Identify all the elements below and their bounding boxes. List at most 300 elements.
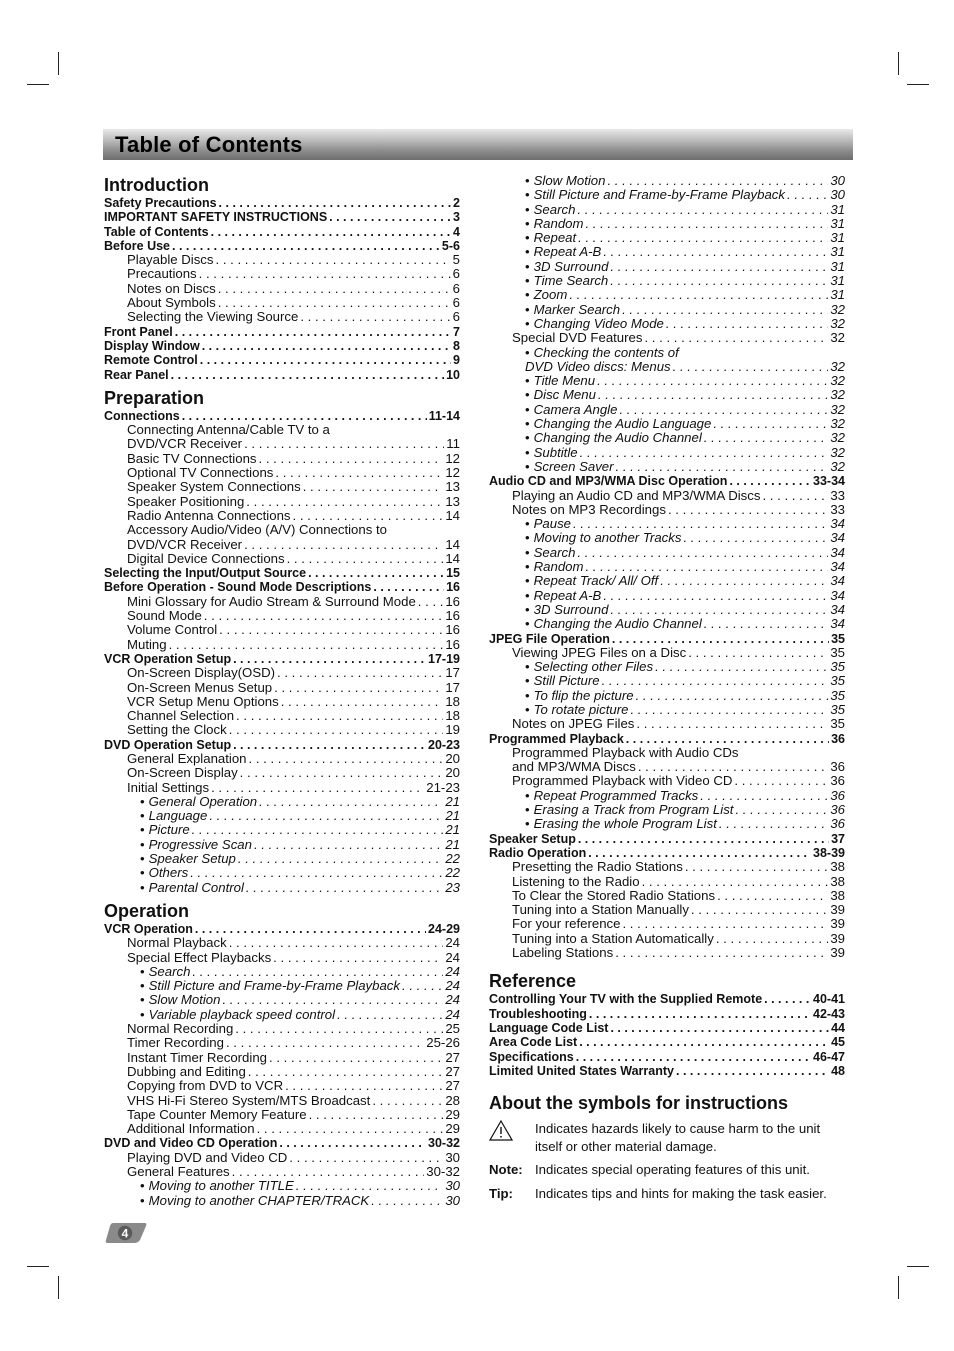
toc-entry[interactable]	[104, 609, 460, 623]
toc-entry[interactable]	[489, 875, 845, 889]
toc-entry[interactable]	[489, 489, 845, 503]
toc-entry[interactable]	[104, 210, 460, 224]
toc-page-number: 14	[445, 507, 460, 523]
toc-entry[interactable]	[104, 1165, 460, 1179]
toc-entry-title	[127, 709, 234, 723]
toc-page-number: 16	[445, 622, 460, 638]
toc-page-number: 24	[445, 963, 460, 979]
dot-leader	[585, 560, 828, 574]
toc-page-number: 29	[445, 1106, 460, 1122]
toc-entry[interactable]	[104, 1094, 460, 1108]
toc-entry-text: General Features	[127, 1164, 230, 1179]
toc-entry-text: Moving to another Tracks	[533, 530, 682, 546]
toc-entry[interactable]	[104, 1022, 460, 1036]
toc-page-number: 27	[445, 1049, 460, 1065]
toc-entry[interactable]	[489, 317, 845, 331]
bullet-icon: •	[525, 230, 530, 246]
toc-entry[interactable]	[489, 603, 845, 617]
toc-entry[interactable]	[489, 360, 845, 374]
toc-entry[interactable]	[489, 889, 845, 903]
toc-page-number: 21	[445, 793, 460, 809]
toc-entry[interactable]	[104, 695, 460, 709]
toc-page-number: 16	[445, 593, 460, 609]
toc-entry[interactable]	[104, 1151, 460, 1165]
toc-entry-title	[127, 666, 275, 680]
toc-page-number: 32	[830, 358, 845, 374]
toc-entry-title	[525, 245, 601, 259]
toc-entry-title	[127, 781, 209, 795]
toc-entry[interactable]	[104, 267, 460, 281]
toc-section-heading: Operation	[104, 900, 190, 921]
toc-page-number: 31	[830, 287, 845, 303]
toc-entry-text: Parental Control	[148, 879, 244, 895]
toc-page-number: 35	[830, 659, 845, 675]
toc-entry-text: To flip the picture	[533, 687, 634, 703]
bullet-icon: •	[525, 273, 530, 289]
toc-entry[interactable]	[489, 460, 845, 474]
dot-leader	[612, 632, 829, 646]
toc-entry[interactable]	[104, 523, 460, 537]
dot-leader	[277, 666, 443, 680]
dot-leader	[269, 1051, 443, 1065]
toc-entry[interactable]	[104, 709, 460, 723]
dot-leader	[171, 368, 444, 382]
dot-leader	[673, 360, 829, 374]
toc-entry[interactable]	[104, 452, 460, 466]
symbol-item	[489, 1120, 845, 1155]
dot-leader	[218, 296, 451, 310]
toc-entry[interactable]	[489, 917, 845, 931]
toc-entry-title	[512, 860, 683, 874]
toc-entry[interactable]	[104, 437, 460, 451]
toc-page-number: 32	[830, 430, 845, 446]
toc-entry[interactable]	[489, 817, 845, 831]
toc-entry-title	[104, 566, 306, 580]
toc-entry[interactable]	[489, 374, 845, 388]
toc-entry-title	[140, 993, 220, 1007]
toc-page-number: 30	[445, 1178, 460, 1194]
toc-entry-title	[512, 331, 642, 345]
toc-entry[interactable]	[104, 353, 460, 367]
toc-entry-title	[127, 310, 298, 324]
toc-entry-title	[489, 1050, 574, 1064]
toc-entry[interactable]	[489, 1035, 845, 1049]
toc-entry[interactable]	[104, 1179, 460, 1193]
toc-page-number: 14	[445, 550, 460, 566]
toc-entry-text: Muting	[127, 636, 167, 652]
toc-entry[interactable]	[104, 423, 460, 437]
toc-page-number: 33-34	[813, 474, 845, 489]
toc-entry-text: Tuning into a Station Manually	[512, 902, 689, 918]
toc-entry[interactable]	[104, 253, 460, 267]
toc-entry-text: Search	[148, 963, 191, 979]
toc-entry[interactable]	[489, 531, 845, 545]
dot-leader	[296, 1179, 444, 1193]
toc-entry[interactable]	[104, 979, 460, 993]
toc-entry[interactable]	[104, 652, 460, 666]
toc-entry[interactable]	[489, 617, 845, 631]
toc-page-number: 31	[830, 258, 845, 274]
crop-mark	[898, 52, 899, 75]
toc-entry[interactable]	[489, 660, 845, 674]
toc-entry-text: Changing Video Mode	[533, 315, 664, 331]
toc-page-number: 37	[831, 831, 845, 846]
toc-entry-text: 3D Surround	[533, 258, 609, 274]
dot-leader	[337, 1008, 443, 1022]
toc-entry[interactable]	[104, 552, 460, 566]
toc-entry[interactable]	[489, 646, 845, 660]
toc-page-number: 24	[445, 978, 460, 994]
toc-entry[interactable]	[104, 1079, 460, 1093]
dot-leader	[636, 717, 828, 731]
toc-entry[interactable]	[104, 310, 460, 324]
toc-entry[interactable]	[104, 325, 460, 339]
toc-entry-title	[489, 846, 586, 860]
toc-entry-title	[127, 595, 416, 609]
toc-entry[interactable]	[489, 1021, 845, 1035]
toc-entry-text: Channel Selection	[127, 708, 235, 724]
dot-leader	[232, 1165, 425, 1179]
toc-entry[interactable]	[104, 738, 460, 752]
toc-entry[interactable]	[489, 732, 845, 746]
toc-page-number: 25-26	[426, 1035, 460, 1051]
dot-leader	[219, 196, 452, 210]
toc-entry[interactable]	[104, 781, 460, 795]
toc-entry[interactable]	[489, 860, 845, 874]
toc-entry[interactable]	[489, 417, 845, 431]
toc-entry[interactable]	[104, 965, 460, 979]
toc-page-number: 36	[831, 731, 845, 746]
dot-leader	[300, 310, 450, 324]
toc-entry-title	[127, 681, 272, 695]
dot-leader	[589, 1007, 811, 1021]
toc-entry-title	[512, 889, 715, 903]
toc-entry[interactable]	[104, 1108, 460, 1122]
toc-entry[interactable]	[104, 595, 460, 609]
toc-entry[interactable]	[104, 922, 460, 936]
bullet-icon: •	[525, 687, 530, 703]
toc-entry[interactable]	[489, 431, 845, 445]
toc-page-number: 42-43	[813, 1006, 845, 1021]
toc-entry[interactable]	[104, 1051, 460, 1065]
toc-entry[interactable]	[104, 993, 460, 1007]
toc-page-number: 32	[830, 315, 845, 331]
toc-page-number: 33	[830, 501, 845, 517]
toc-page-number: 14	[445, 536, 460, 552]
toc-entry[interactable]	[104, 566, 460, 580]
toc-entry[interactable]	[104, 282, 460, 296]
toc-entry-title	[512, 717, 634, 731]
toc-entry-text: Audio CD and MP3/WMA Disc Operation	[489, 474, 728, 489]
toc-entry[interactable]	[489, 932, 845, 946]
toc-entry[interactable]	[489, 245, 845, 259]
toc-entry[interactable]	[104, 466, 460, 480]
toc-entry[interactable]	[104, 936, 460, 950]
toc-page-number: 35	[831, 631, 845, 646]
toc-page-number: 30-32	[426, 1164, 460, 1179]
symbol-description: Indicates special operating features of this unit.	[535, 1162, 810, 1178]
toc-entry[interactable]	[104, 1194, 460, 1208]
toc-page-number: 32	[830, 330, 845, 346]
toc-entry-title	[525, 303, 620, 317]
toc-entry[interactable]	[489, 746, 845, 760]
toc-entry-text: Normal Playback	[127, 935, 227, 951]
toc-entry[interactable]	[104, 1136, 460, 1150]
toc-entry-text: Erasing a Track from Program List	[533, 802, 734, 818]
toc-entry[interactable]	[489, 1050, 845, 1064]
toc-entry[interactable]	[489, 217, 845, 231]
toc-entry-title	[127, 695, 279, 709]
toc-entry[interactable]	[489, 1064, 845, 1078]
dot-leader	[279, 1136, 426, 1150]
dot-leader	[248, 1065, 444, 1079]
dot-leader	[202, 339, 451, 353]
toc-page-number: 27	[445, 1063, 460, 1079]
toc-entry[interactable]	[489, 946, 845, 960]
toc-entry[interactable]	[489, 803, 845, 817]
dot-leader	[622, 303, 828, 317]
dot-leader	[638, 760, 828, 774]
toc-entry[interactable]	[489, 560, 845, 574]
dot-leader	[182, 409, 427, 423]
toc-page-number: 24	[445, 935, 460, 951]
toc-entry[interactable]	[489, 717, 845, 731]
toc-entry-title	[127, 723, 227, 737]
toc-page-number: 45	[831, 1035, 845, 1050]
toc-entry[interactable]	[489, 703, 845, 717]
toc-entry[interactable]	[489, 188, 845, 202]
dot-leader	[716, 932, 828, 946]
toc-entry[interactable]	[489, 474, 845, 488]
dot-leader	[229, 936, 444, 950]
dot-leader	[655, 660, 828, 674]
toc-entry-text: Checking the contents of	[533, 344, 679, 360]
toc-page-number: 31	[830, 244, 845, 260]
toc-page-number: 17-19	[428, 651, 460, 666]
toc-entry-title	[525, 346, 679, 360]
toc-entry[interactable]	[104, 681, 460, 695]
toc-entry[interactable]	[489, 174, 845, 188]
toc-page-number: 16	[445, 608, 460, 624]
toc-entry[interactable]	[104, 239, 460, 253]
toc-entry-title	[525, 574, 658, 588]
toc-entry[interactable]	[489, 403, 845, 417]
toc-entry[interactable]	[489, 846, 845, 860]
toc-entry-text: Before Operation - Sound Mode Descriptions	[104, 580, 372, 595]
bullet-icon: •	[525, 215, 530, 231]
toc-entry[interactable]	[104, 1036, 460, 1050]
dot-leader	[717, 889, 828, 903]
toc-entry[interactable]	[104, 666, 460, 680]
toc-entry[interactable]	[104, 881, 460, 895]
toc-entry[interactable]	[489, 674, 845, 688]
toc-entry-title	[140, 866, 188, 880]
bullet-icon: •	[525, 787, 530, 803]
dot-leader	[787, 188, 828, 202]
bullet-icon: •	[525, 244, 530, 260]
toc-entry[interactable]	[104, 409, 460, 423]
toc-entry[interactable]	[489, 231, 845, 245]
toc-entry[interactable]	[489, 632, 845, 646]
toc-entry[interactable]	[489, 288, 845, 302]
dot-leader	[578, 231, 828, 245]
toc-entry-text: Slow Motion	[148, 992, 221, 1008]
toc-entry[interactable]	[104, 638, 460, 652]
toc-entry-text: For your reference	[512, 916, 621, 932]
bullet-icon: •	[525, 373, 530, 389]
toc-entry-title	[127, 638, 167, 652]
toc-entry[interactable]	[489, 903, 845, 917]
toc-page-number: 25	[445, 1021, 460, 1037]
toc-entry-text: Before Use	[104, 238, 170, 253]
toc-entry[interactable]	[104, 368, 460, 382]
toc-entry[interactable]	[104, 809, 460, 823]
toc-page-number: 35	[830, 716, 845, 732]
toc-page-number: 38	[830, 859, 845, 875]
toc-entry-title	[104, 738, 231, 752]
crop-mark	[58, 52, 59, 75]
dot-leader	[704, 617, 829, 631]
toc-entry-text: DVD and Video CD Operation	[104, 1136, 278, 1151]
dot-leader	[175, 325, 451, 339]
toc-right-column	[489, 174, 845, 1202]
toc-entry[interactable]	[104, 838, 460, 852]
toc-entry-text: Special DVD Features	[512, 330, 643, 346]
toc-entry-text: Language Code List	[489, 1020, 609, 1035]
toc-entry-text: VCR Setup Menu Options	[127, 693, 279, 709]
toc-entry-text: Repeat A-B	[533, 244, 602, 260]
toc-entry[interactable]	[104, 795, 460, 809]
toc-entry[interactable]	[489, 992, 845, 1006]
toc-entry-text: Moving to another CHAPTER/TRACK	[148, 1192, 370, 1208]
toc-entry[interactable]	[104, 623, 460, 637]
toc-entry-title	[525, 617, 702, 631]
toc-entry[interactable]	[489, 1007, 845, 1021]
toc-entry-text: Slow Motion	[533, 173, 606, 188]
bullet-icon: •	[525, 573, 530, 589]
toc-page-number: 16	[446, 580, 460, 595]
toc-entry[interactable]	[104, 951, 460, 965]
toc-entry-text: About Symbols	[127, 295, 216, 311]
bullet-icon: •	[140, 808, 145, 824]
toc-entry-title	[127, 1151, 287, 1165]
toc-entry[interactable]	[489, 503, 845, 517]
toc-entry-title	[127, 282, 216, 296]
dot-leader	[192, 823, 444, 837]
toc-entry[interactable]	[489, 446, 845, 460]
bullet-icon: •	[525, 458, 530, 474]
dot-leader	[236, 709, 443, 723]
toc-entry[interactable]	[489, 274, 845, 288]
dot-leader	[254, 838, 443, 852]
dot-leader	[211, 781, 424, 795]
toc-entry-text: Title Menu	[533, 373, 596, 389]
toc-entry-text: Random	[533, 559, 584, 575]
dot-leader	[735, 803, 828, 817]
toc-entry[interactable]	[489, 589, 845, 603]
symbol-description: Indicates hazards likely to cause harm to the unit itself or other material damage.	[535, 1121, 821, 1154]
toc-page-number: 39	[830, 945, 845, 961]
toc-entry-text: Notes on MP3 Recordings	[512, 501, 666, 517]
toc-entry-text: Speaker Positioning	[127, 493, 245, 509]
toc-entry[interactable]	[489, 832, 845, 846]
toc-entry-title	[127, 752, 247, 766]
toc-entry[interactable]	[104, 538, 460, 552]
dot-leader	[259, 452, 444, 466]
toc-page-number: 12	[445, 465, 460, 481]
toc-entry[interactable]	[489, 260, 845, 274]
toc-entry[interactable]	[104, 723, 460, 737]
toc-entry[interactable]	[104, 852, 460, 866]
dot-leader	[630, 703, 828, 717]
toc-entry[interactable]	[104, 1008, 460, 1022]
toc-entry[interactable]	[489, 388, 845, 402]
toc-entry[interactable]	[104, 1065, 460, 1079]
toc-page-number: 16	[445, 636, 460, 652]
toc-entry[interactable]	[489, 303, 845, 317]
toc-entry[interactable]	[104, 495, 460, 509]
toc-entry[interactable]	[489, 546, 845, 560]
toc-entry[interactable]	[489, 346, 845, 360]
toc-entry[interactable]	[489, 517, 845, 531]
toc-entry[interactable]	[489, 774, 845, 788]
bullet-icon: •	[525, 173, 530, 188]
toc-entry[interactable]	[104, 752, 460, 766]
toc-entry[interactable]	[104, 225, 460, 239]
toc-entry[interactable]	[104, 766, 460, 780]
bullet-icon: •	[140, 1192, 145, 1208]
toc-entry[interactable]	[104, 296, 460, 310]
dot-leader	[636, 689, 829, 703]
toc-entry[interactable]	[489, 760, 845, 774]
toc-entry[interactable]	[104, 1122, 460, 1136]
warning-triangle-icon	[489, 1120, 535, 1155]
dot-leader	[204, 609, 444, 623]
toc-entry[interactable]	[104, 580, 460, 594]
toc-entry[interactable]	[489, 789, 845, 803]
crop-mark	[907, 84, 929, 85]
toc-entry[interactable]	[489, 203, 845, 217]
toc-entry-title	[512, 946, 613, 960]
toc-entry[interactable]	[104, 823, 460, 837]
toc-entry[interactable]	[104, 339, 460, 353]
toc-page-number: 11-14	[428, 408, 460, 423]
bullet-icon: •	[525, 559, 530, 575]
toc-entry[interactable]	[104, 480, 460, 494]
toc-entry-title	[140, 1179, 294, 1193]
toc-entry-text: Language	[148, 808, 208, 824]
bullet-icon: •	[140, 879, 145, 895]
toc-entry-title	[127, 766, 238, 780]
dot-leader	[660, 574, 828, 588]
toc-entry[interactable]	[489, 689, 845, 703]
toc-entry[interactable]	[104, 196, 460, 210]
toc-entry-title	[525, 188, 785, 202]
toc-entry-text: Erasing the whole Program List	[533, 816, 717, 832]
toc-entry-text: To Clear the Stored Radio Stations	[512, 887, 716, 903]
toc-entry-text: Still Picture and Frame-by-Frame Playback	[533, 187, 785, 203]
toc-entry[interactable]	[489, 574, 845, 588]
toc-entry-title	[127, 495, 244, 509]
dot-leader	[329, 210, 451, 224]
toc-entry[interactable]	[104, 509, 460, 523]
toc-entry[interactable]	[104, 866, 460, 880]
toc-entry[interactable]	[489, 331, 845, 345]
toc-entry-title	[127, 538, 242, 552]
toc-entry-text: Pause	[533, 516, 572, 532]
toc-entry-text: Setting the Clock	[127, 722, 227, 738]
bullet-icon: •	[525, 544, 530, 560]
